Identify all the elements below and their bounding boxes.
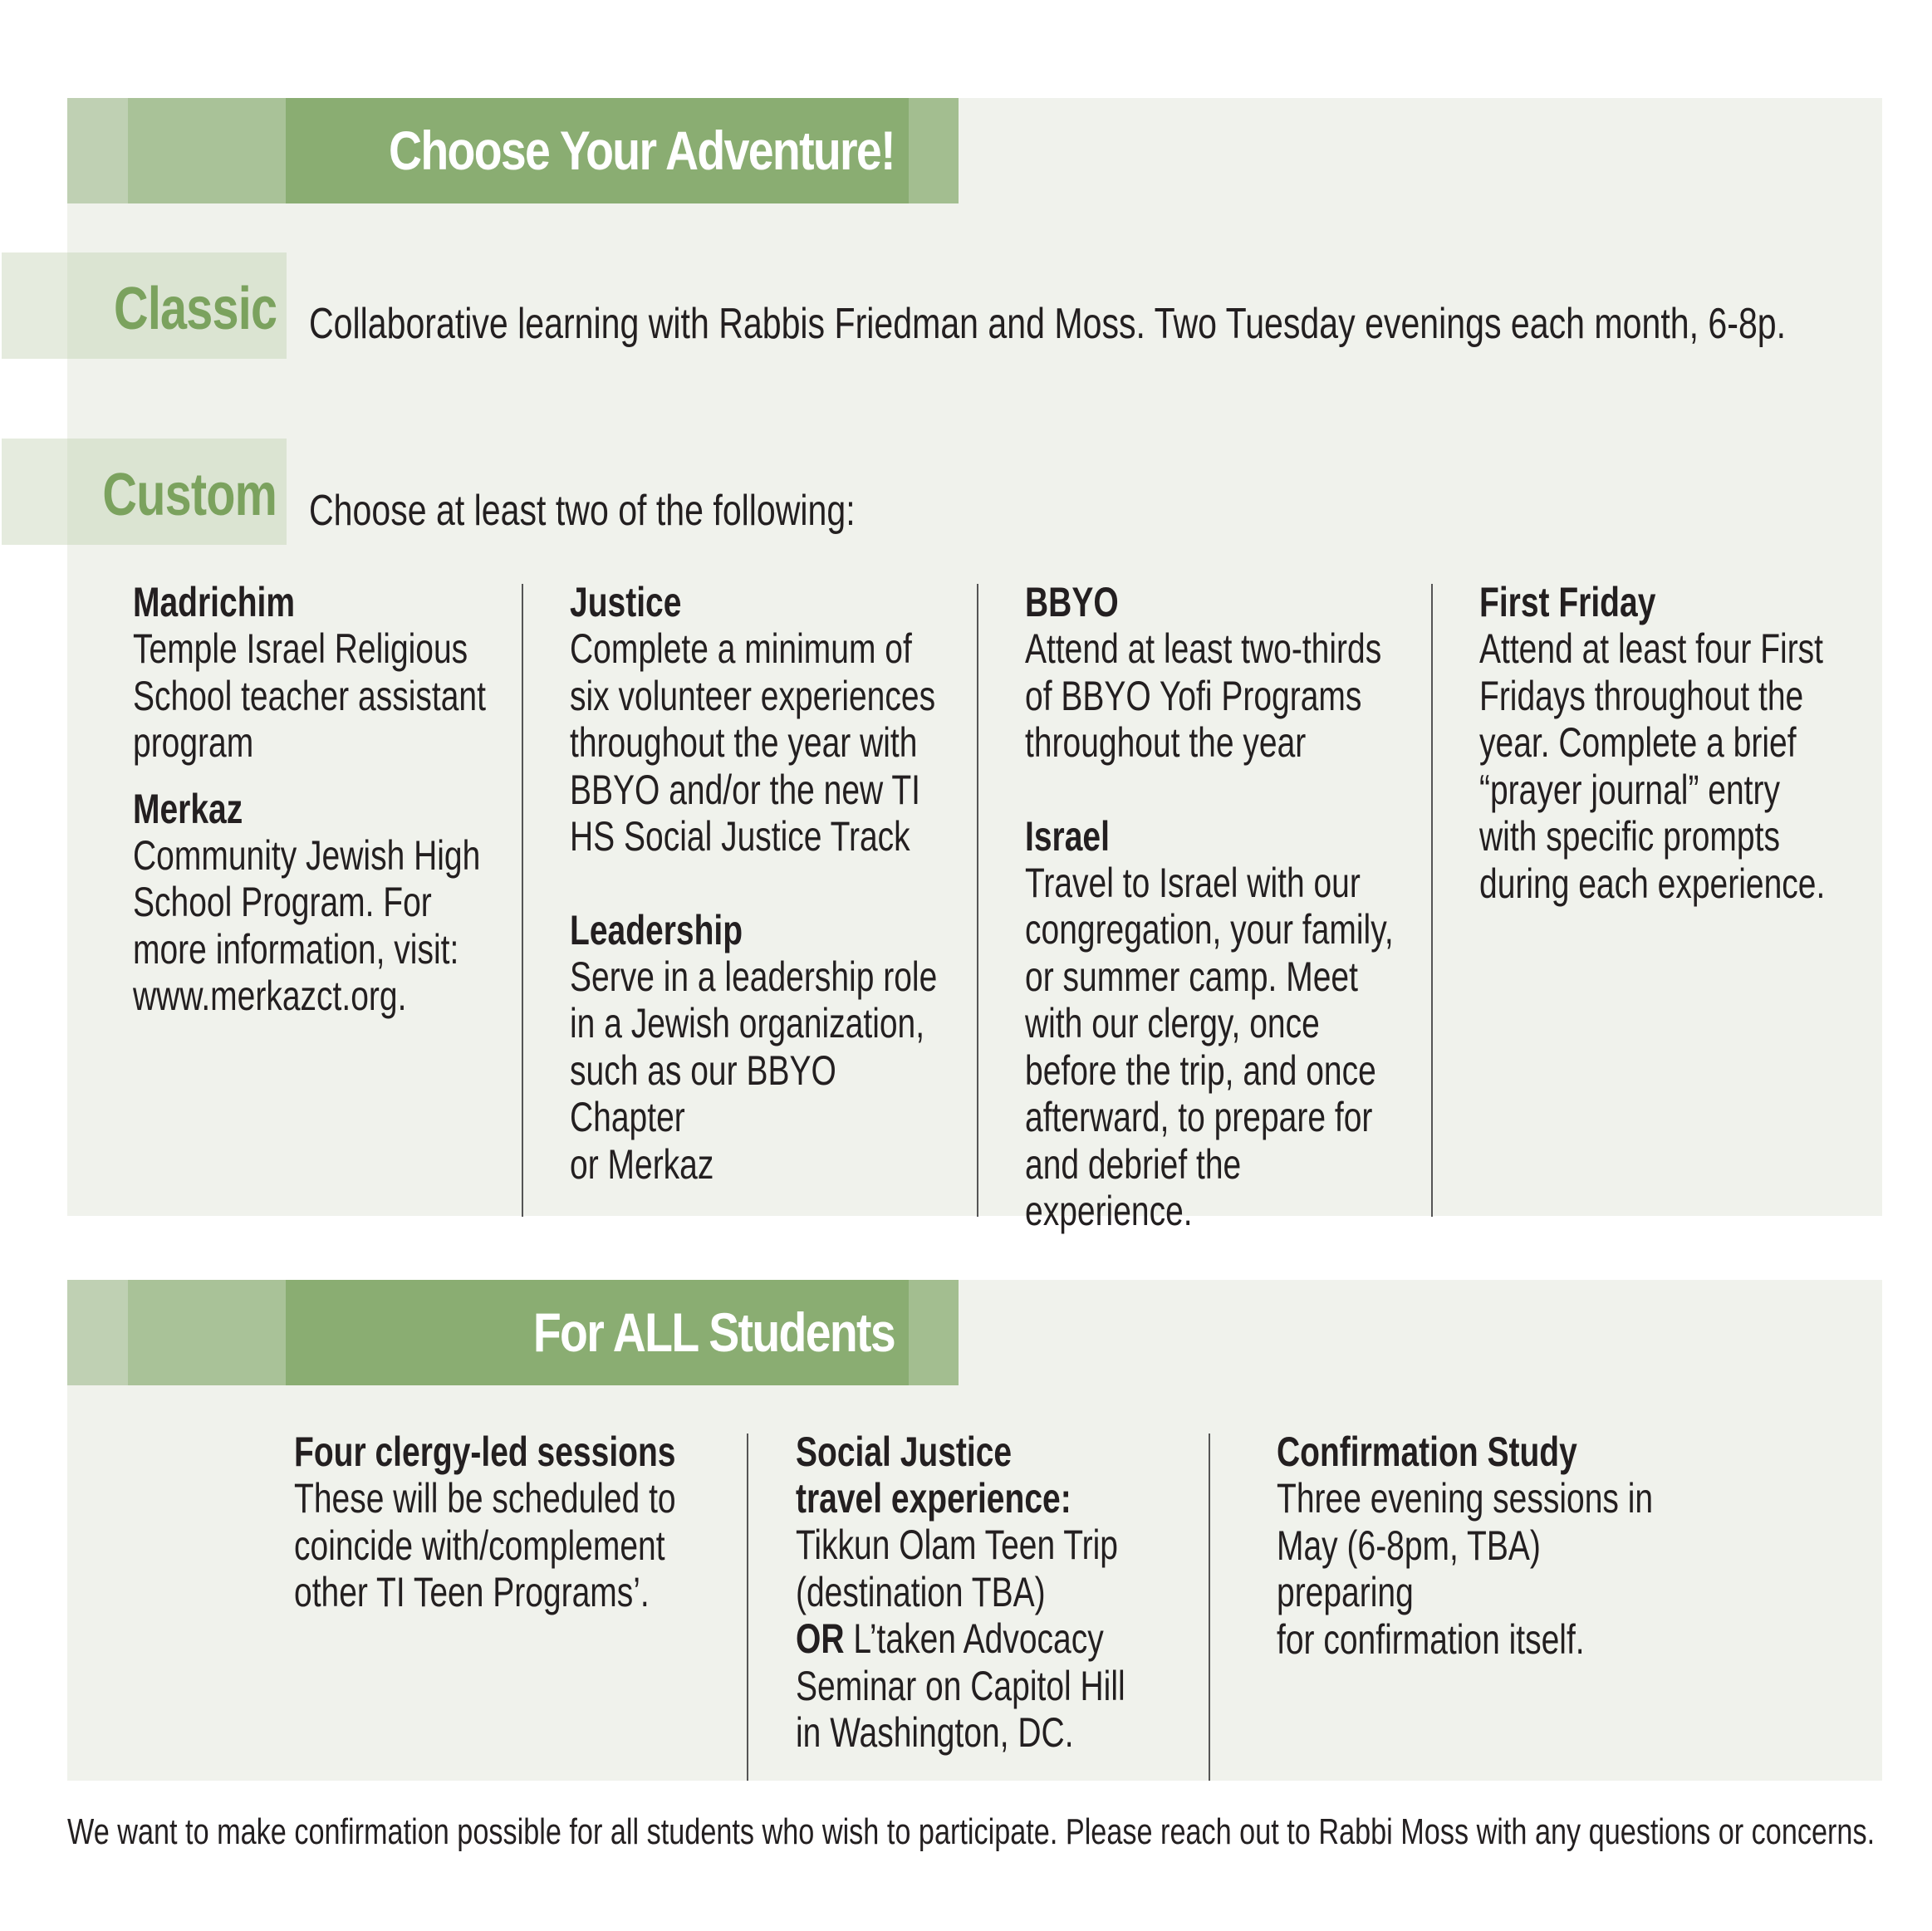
- requirement-line: These will be scheduled to: [294, 1475, 676, 1522]
- option-title: First Friday: [1479, 579, 1656, 625]
- column-divider: [1431, 584, 1433, 1217]
- option-title: Madrichim: [133, 579, 296, 625]
- option-merkaz: [133, 786, 522, 1020]
- option-line: Attend at least four First: [1479, 625, 1824, 672]
- requirement-line: May (6-8pm, TBA) preparing: [1277, 1522, 1541, 1615]
- requirement-title: Social Justice: [796, 1429, 1013, 1475]
- option-line: School teacher assistant: [133, 672, 486, 719]
- option-line: “prayer journal” entry: [1479, 766, 1780, 813]
- adventure-title: Choose Your Adventure!: [389, 120, 895, 181]
- classic-label: Classic: [113, 276, 277, 342]
- custom-column-3: [1025, 579, 1414, 1235]
- adventure-banner: [67, 98, 959, 203]
- custom-tab: [2, 439, 287, 545]
- option-line: year. Complete a brief: [1479, 719, 1797, 766]
- option-line: during each experience.: [1479, 860, 1826, 907]
- option-line: before the trip, and once: [1025, 1046, 1376, 1094]
- custom-label: Custom: [102, 462, 277, 528]
- option-title: Leadership: [570, 906, 743, 953]
- option-line: or summer camp. Meet: [1025, 953, 1358, 1000]
- option-line: Temple Israel Religious: [133, 625, 468, 672]
- option-line: Attend at least two-thirds: [1025, 625, 1382, 672]
- option-line: or Merkaz: [570, 1140, 714, 1188]
- custom-column-1: [133, 579, 522, 1020]
- option-line: Travel to Israel with our: [1025, 859, 1361, 906]
- custom-column-2: [570, 579, 959, 1188]
- option-title: BBYO: [1025, 579, 1119, 625]
- requirement-line: OR L’taken Advocacy: [796, 1615, 1104, 1662]
- requirement-line: (destination TBA): [796, 1568, 1046, 1615]
- option-line: HS Social Justice Track: [570, 813, 910, 860]
- social-justice-block: [796, 1429, 1184, 1757]
- option-line: program: [133, 719, 254, 766]
- requirement-line: other TI Teen Programs’.: [294, 1569, 650, 1615]
- option-line: in a Jewish organization,: [570, 1000, 925, 1046]
- option-line: BBYO and/or the new TI: [570, 766, 921, 813]
- option-line: congregation, your family,: [1025, 906, 1394, 953]
- requirement-line: for confirmation itself.: [1277, 1615, 1585, 1663]
- option-line: throughout the year with: [570, 719, 918, 766]
- option-line: more information, visit:: [133, 925, 459, 973]
- column-divider: [1209, 1434, 1210, 1781]
- option-line: afterward, to prepare for: [1025, 1094, 1373, 1140]
- option-justice: [570, 579, 959, 860]
- option-line: throughout the year: [1025, 719, 1307, 766]
- option-line: Complete a minimum of: [570, 625, 912, 672]
- option-title: Israel: [1025, 812, 1110, 860]
- merkaz-link: www.merkazct.org.: [133, 973, 407, 1019]
- requirement-title: Confirmation Study: [1277, 1429, 1577, 1475]
- option-line: of BBYO Yofi Programs: [1025, 672, 1362, 719]
- requirement-line: coincide with/complement: [294, 1522, 665, 1569]
- custom-column-4: [1479, 579, 1868, 907]
- requirement-line: Three evening sessions in: [1277, 1475, 1654, 1522]
- option-line: such as our BBYO Chapter: [570, 1046, 836, 1140]
- option-line: with our clergy, once: [1025, 1000, 1320, 1046]
- option-line: Community Jewish High: [133, 831, 481, 879]
- all-students-title: For ALL Students: [532, 1301, 895, 1363]
- requirement-title: travel experience:: [796, 1475, 1071, 1522]
- option-first-friday: [1479, 579, 1868, 907]
- all-students-banner: [67, 1280, 959, 1385]
- requirement-line: Tikkun Olam Teen Trip: [796, 1522, 1118, 1568]
- option-israel: [1025, 813, 1414, 1235]
- clergy-sessions-block: [294, 1429, 683, 1616]
- column-divider: [522, 584, 523, 1217]
- requirement-line: in Washington, DC.: [796, 1709, 1074, 1756]
- requirement-title: Four clergy-led sessions: [294, 1429, 676, 1475]
- option-line: and debrief the experience.: [1025, 1140, 1242, 1234]
- option-line: Fridays throughout the: [1479, 672, 1804, 719]
- option-line: with specific prompts: [1479, 813, 1780, 860]
- option-line: School Program. For: [133, 879, 432, 925]
- option-bbyo: [1025, 579, 1414, 767]
- column-divider: [747, 1434, 748, 1781]
- column-divider: [977, 584, 978, 1217]
- or-word: OR: [796, 1615, 845, 1662]
- requirement-line: Seminar on Capitol Hill: [796, 1662, 1125, 1709]
- option-line: Serve in a leadership role: [570, 953, 938, 1000]
- classic-description: Collaborative learning with Rabbis Friedman and Moss. Two Tuesday evenings each month, 6-8p.: [309, 300, 1787, 348]
- footer-note: We want to make confirmation possible for all students who wish to participate. Please reach out to Rabbi Moss with any questions or concerns.: [67, 1811, 1876, 1852]
- confirmation-study-block: [1277, 1429, 1665, 1663]
- classic-tab: [2, 252, 287, 359]
- option-title: Justice: [570, 579, 682, 625]
- option-leadership: [570, 907, 959, 1188]
- option-line: six volunteer experiences: [570, 672, 936, 719]
- custom-intro: Choose at least two of the following:: [309, 487, 856, 535]
- option-madrichim: [133, 579, 522, 767]
- option-title: Merkaz: [133, 785, 243, 832]
